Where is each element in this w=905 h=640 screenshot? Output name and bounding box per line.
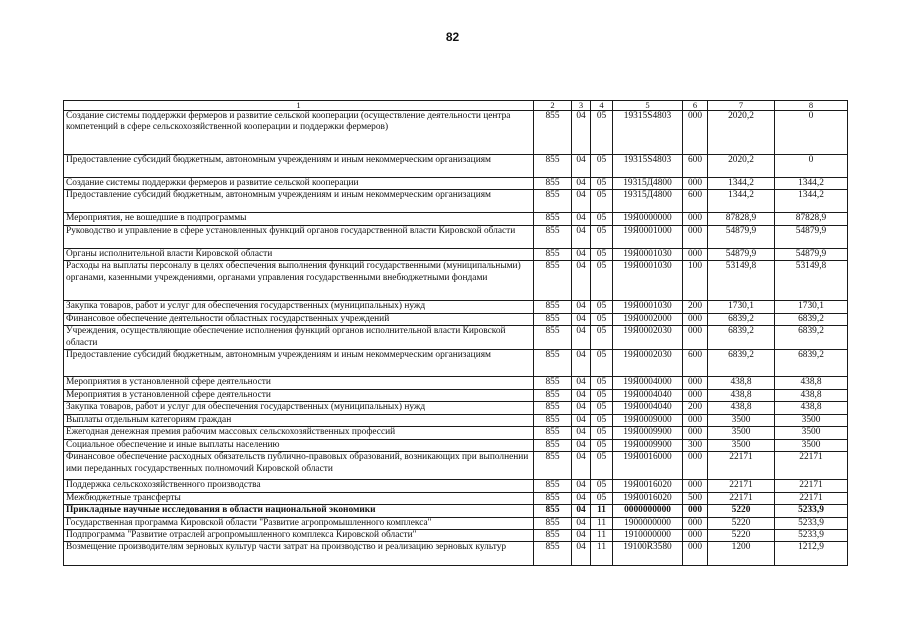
amount-plan-cell: 54879,9 [708, 225, 775, 248]
section-code-cell: 04 [572, 313, 591, 325]
target-item-code-cell: 19Я0009900 [613, 439, 683, 451]
amount-plan-cell: 438,8 [708, 377, 775, 389]
table-row [64, 505, 848, 517]
chapter-code-cell: 855 [534, 377, 572, 389]
subsection-code-cell: 05 [591, 439, 613, 451]
target-item-code-cell: 19Я0004000 [613, 377, 683, 389]
target-item-code-cell: 0000000000 [613, 505, 683, 517]
subsection-code-cell: 05 [591, 178, 613, 190]
subsection-code-cell: 11 [591, 505, 613, 517]
expense-type-code-cell: 000 [683, 178, 708, 190]
section-code-cell: 04 [572, 452, 591, 480]
section-code-cell: 04 [572, 261, 591, 301]
subsection-code-cell: 05 [591, 225, 613, 248]
chapter-code-cell: 855 [534, 225, 572, 248]
subsection-code-cell: 05 [591, 389, 613, 401]
section-code-cell: 04 [572, 350, 591, 377]
chapter-code-cell: 855 [534, 517, 572, 529]
row-name-cell: Предоставление субсидий бюджетным, автономным учреждениям и иным некоммерческим организациям [64, 350, 534, 377]
amount-actual-cell: 5233,9 [775, 529, 848, 541]
header-cell: 2 [534, 101, 572, 111]
subsection-code-cell: 05 [591, 326, 613, 350]
chapter-code-cell: 855 [534, 313, 572, 325]
target-item-code-cell: 19315Д4800 [613, 190, 683, 213]
section-code-cell: 04 [572, 301, 591, 313]
target-item-code-cell: 19Я0000000 [613, 213, 683, 225]
expense-type-code-cell: 000 [683, 529, 708, 541]
table-row [64, 492, 848, 504]
table-row [64, 178, 848, 190]
amount-plan-cell: 2020,2 [708, 155, 775, 178]
row-name-cell: Мероприятия, не вошедшие в подпрограммы [64, 213, 534, 225]
chapter-code-cell: 855 [534, 350, 572, 377]
amount-actual-cell: 22171 [775, 492, 848, 504]
target-item-code-cell: 19Я0016000 [613, 452, 683, 480]
amount-actual-cell: 1344,2 [775, 178, 848, 190]
target-item-code-cell: 19Я0002030 [613, 326, 683, 350]
budget-table [63, 100, 848, 566]
chapter-code-cell: 855 [534, 402, 572, 414]
target-item-code-cell: 19Я0016020 [613, 480, 683, 492]
expense-type-code-cell: 000 [683, 427, 708, 439]
subsection-code-cell: 05 [591, 402, 613, 414]
expense-type-code-cell: 000 [683, 505, 708, 517]
table-row [64, 190, 848, 213]
section-code-cell: 04 [572, 529, 591, 541]
amount-plan-cell: 22171 [708, 452, 775, 480]
header-cell: 6 [683, 101, 708, 111]
amount-plan-cell: 22171 [708, 480, 775, 492]
amount-plan-cell: 3500 [708, 439, 775, 451]
table-row [64, 248, 848, 260]
expense-type-code-cell: 000 [683, 213, 708, 225]
expense-type-code-cell: 000 [683, 248, 708, 260]
section-code-cell: 04 [572, 402, 591, 414]
amount-plan-cell: 1344,2 [708, 178, 775, 190]
chapter-code-cell: 855 [534, 414, 572, 426]
section-code-cell: 04 [572, 505, 591, 517]
section-code-cell: 04 [572, 190, 591, 213]
row-name-cell: Закупка товаров, работ и услуг для обеспечения государственных (муниципальных) нужд [64, 301, 534, 313]
row-name-cell: Социальное обеспечение и иные выплаты населению [64, 439, 534, 451]
table-row [64, 213, 848, 225]
target-item-code-cell: 19100R3580 [613, 542, 683, 566]
section-code-cell: 04 [572, 414, 591, 426]
row-name-cell: Руководство и управление в сфере установленных функций органов государственной власти Кировской области [64, 225, 534, 248]
header-cell: 4 [591, 101, 613, 111]
chapter-code-cell: 855 [534, 542, 572, 566]
target-item-code-cell: 1910000000 [613, 529, 683, 541]
amount-actual-cell: 0 [775, 155, 848, 178]
row-name-cell: Создание системы поддержки фермеров и развитие сельской кооперации (осуществление деятельности центра компетенций в сфере сельскохозяйственной кооперации и поддержки фермеров) [64, 111, 534, 155]
amount-actual-cell: 5233,9 [775, 505, 848, 517]
amount-plan-cell: 5220 [708, 529, 775, 541]
row-name-cell: Возмещение производителям зерновых культур части затрат на производство и реализацию зерновых культур [64, 542, 534, 566]
expense-type-code-cell: 200 [683, 402, 708, 414]
subsection-code-cell: 05 [591, 377, 613, 389]
amount-actual-cell: 3500 [775, 439, 848, 451]
section-code-cell: 04 [572, 111, 591, 155]
table-row [64, 389, 848, 401]
amount-plan-cell: 87828,9 [708, 213, 775, 225]
expense-type-code-cell: 000 [683, 389, 708, 401]
section-code-cell: 04 [572, 389, 591, 401]
chapter-code-cell: 855 [534, 389, 572, 401]
row-name-cell: Финансовое обеспечение расходных обязательств публично-правовых образований, возникающих при выполнении ими переданных государственных полномочий Кировской области [64, 452, 534, 480]
chapter-code-cell: 855 [534, 248, 572, 260]
row-name-cell: Мероприятия в установленной сфере деятельности [64, 389, 534, 401]
subsection-code-cell: 05 [591, 261, 613, 301]
row-name-cell: Межбюджетные трансферты [64, 492, 534, 504]
subsection-code-cell: 05 [591, 350, 613, 377]
header-cell: 7 [708, 101, 775, 111]
amount-plan-cell: 1200 [708, 542, 775, 566]
subsection-code-cell: 05 [591, 111, 613, 155]
row-name-cell: Расходы на выплаты персоналу в целях обеспечения выполнения функций государственными (муниципальными) органами, казенными учреждениями, органами управления государственными внебюджетными фондами [64, 261, 534, 301]
expense-type-code-cell: 500 [683, 492, 708, 504]
expense-type-code-cell: 000 [683, 517, 708, 529]
target-item-code-cell: 19Я0001030 [613, 248, 683, 260]
expense-type-code-cell: 000 [683, 542, 708, 566]
chapter-code-cell: 855 [534, 155, 572, 178]
amount-plan-cell: 438,8 [708, 389, 775, 401]
row-name-cell: Поддержка сельскохозяйственного производства [64, 480, 534, 492]
table-row [64, 529, 848, 541]
section-code-cell: 04 [572, 542, 591, 566]
section-code-cell: 04 [572, 326, 591, 350]
expense-type-code-cell: 000 [683, 313, 708, 325]
chapter-code-cell: 855 [534, 492, 572, 504]
row-name-cell: Предоставление субсидий бюджетным, автономным учреждениям и иным некоммерческим организациям [64, 190, 534, 213]
table-row [64, 427, 848, 439]
section-code-cell: 04 [572, 492, 591, 504]
amount-plan-cell: 1344,2 [708, 190, 775, 213]
expense-type-code-cell: 600 [683, 350, 708, 377]
row-name-cell: Прикладные научные исследования в области национальной экономики [64, 505, 534, 517]
amount-plan-cell: 1730,1 [708, 301, 775, 313]
amount-plan-cell: 22171 [708, 492, 775, 504]
section-code-cell: 04 [572, 225, 591, 248]
table-row [64, 111, 848, 155]
table-row [64, 326, 848, 350]
table-row [64, 261, 848, 301]
target-item-code-cell: 19Я0001000 [613, 225, 683, 248]
amount-actual-cell: 5233,9 [775, 517, 848, 529]
chapter-code-cell: 855 [534, 190, 572, 213]
amount-actual-cell: 438,8 [775, 402, 848, 414]
chapter-code-cell: 855 [534, 529, 572, 541]
target-item-code-cell: 1900000000 [613, 517, 683, 529]
amount-actual-cell: 438,8 [775, 377, 848, 389]
page-number: 82 [445, 30, 460, 44]
expense-type-code-cell: 000 [683, 480, 708, 492]
section-code-cell: 04 [572, 178, 591, 190]
amount-plan-cell: 2020,2 [708, 111, 775, 155]
chapter-code-cell: 855 [534, 452, 572, 480]
section-code-cell: 04 [572, 155, 591, 178]
table-row [64, 301, 848, 313]
chapter-code-cell: 855 [534, 111, 572, 155]
table-row [64, 313, 848, 325]
chapter-code-cell: 855 [534, 261, 572, 301]
subsection-code-cell: 05 [591, 213, 613, 225]
section-code-cell: 04 [572, 427, 591, 439]
chapter-code-cell: 855 [534, 480, 572, 492]
subsection-code-cell: 05 [591, 301, 613, 313]
subsection-code-cell: 05 [591, 452, 613, 480]
subsection-code-cell: 05 [591, 155, 613, 178]
header-cell: 3 [572, 101, 591, 111]
chapter-code-cell: 855 [534, 178, 572, 190]
target-item-code-cell: 19Я0016020 [613, 492, 683, 504]
expense-type-code-cell: 000 [683, 452, 708, 480]
row-name-cell: Финансовое обеспечение деятельности областных государственных учреждений [64, 313, 534, 325]
table-row [64, 350, 848, 377]
amount-plan-cell: 6839,2 [708, 350, 775, 377]
section-code-cell: 04 [572, 480, 591, 492]
amount-plan-cell: 3500 [708, 414, 775, 426]
subsection-code-cell: 11 [591, 517, 613, 529]
expense-type-code-cell: 300 [683, 439, 708, 451]
subsection-code-cell: 05 [591, 427, 613, 439]
target-item-code-cell: 19Я0009000 [613, 414, 683, 426]
amount-actual-cell: 22171 [775, 480, 848, 492]
table-row [64, 439, 848, 451]
chapter-code-cell: 855 [534, 439, 572, 451]
chapter-code-cell: 855 [534, 505, 572, 517]
header-cell: 5 [613, 101, 683, 111]
row-name-cell: Государственная программа Кировской области "Развитие агропромышленного комплекса" [64, 517, 534, 529]
target-item-code-cell: 19Я0001030 [613, 301, 683, 313]
section-code-cell: 04 [572, 377, 591, 389]
chapter-code-cell: 855 [534, 326, 572, 350]
target-item-code-cell: 19Я0009900 [613, 427, 683, 439]
table-row [64, 225, 848, 248]
amount-actual-cell: 3500 [775, 414, 848, 426]
amount-actual-cell: 6839,2 [775, 350, 848, 377]
expense-type-code-cell: 000 [683, 377, 708, 389]
row-name-cell: Создание системы поддержки фермеров и развитие сельской кооперации [64, 178, 534, 190]
amount-plan-cell: 6839,2 [708, 326, 775, 350]
amount-actual-cell: 438,8 [775, 389, 848, 401]
expense-type-code-cell: 000 [683, 414, 708, 426]
amount-actual-cell: 53149,8 [775, 261, 848, 301]
subsection-code-cell: 11 [591, 542, 613, 566]
amount-plan-cell: 53149,8 [708, 261, 775, 301]
subsection-code-cell: 05 [591, 492, 613, 504]
table-row [64, 542, 848, 566]
subsection-code-cell: 05 [591, 414, 613, 426]
target-item-code-cell: 19Я0002030 [613, 350, 683, 377]
section-code-cell: 04 [572, 248, 591, 260]
target-item-code-cell: 19315Д4800 [613, 178, 683, 190]
expense-type-code-cell: 600 [683, 155, 708, 178]
target-item-code-cell: 19315S4803 [613, 155, 683, 178]
subsection-code-cell: 05 [591, 480, 613, 492]
section-code-cell: 04 [572, 213, 591, 225]
amount-actual-cell: 0 [775, 111, 848, 155]
row-name-cell: Органы исполнительной власти Кировской области [64, 248, 534, 260]
table-row [64, 517, 848, 529]
amount-actual-cell: 54879,9 [775, 248, 848, 260]
table-row [64, 377, 848, 389]
header-cell: 1 [64, 101, 534, 111]
chapter-code-cell: 855 [534, 301, 572, 313]
amount-plan-cell: 54879,9 [708, 248, 775, 260]
amount-actual-cell: 1730,1 [775, 301, 848, 313]
amount-actual-cell: 1344,2 [775, 190, 848, 213]
amount-actual-cell: 3500 [775, 427, 848, 439]
expense-type-code-cell: 100 [683, 261, 708, 301]
expense-type-code-cell: 200 [683, 301, 708, 313]
target-item-code-cell: 19Я0004040 [613, 389, 683, 401]
chapter-code-cell: 855 [534, 427, 572, 439]
row-name-cell: Предоставление субсидий бюджетным, автономным учреждениям и иным некоммерческим организациям [64, 155, 534, 178]
expense-type-code-cell: 000 [683, 326, 708, 350]
target-item-code-cell: 19315S4803 [613, 111, 683, 155]
amount-plan-cell: 5220 [708, 505, 775, 517]
section-code-cell: 04 [572, 439, 591, 451]
row-name-cell: Ежегодная денежная премия рабочим массовых сельскохозяйственных профессий [64, 427, 534, 439]
header-cell: 8 [775, 101, 848, 111]
amount-plan-cell: 3500 [708, 427, 775, 439]
row-name-cell: Мероприятия в установленной сфере деятельности [64, 377, 534, 389]
table-row [64, 155, 848, 178]
target-item-code-cell: 19Я0002000 [613, 313, 683, 325]
amount-plan-cell: 438,8 [708, 402, 775, 414]
amount-actual-cell: 1212,9 [775, 542, 848, 566]
subsection-code-cell: 05 [591, 313, 613, 325]
amount-actual-cell: 87828,9 [775, 213, 848, 225]
row-name-cell: Учреждения, осуществляющие обеспечение исполнения функций органов исполнительной власти Кировской области [64, 326, 534, 350]
row-name-cell: Выплаты отдельным категориям граждан [64, 414, 534, 426]
row-name-cell: Закупка товаров, работ и услуг для обеспечения государственных (муниципальных) нужд [64, 402, 534, 414]
target-item-code-cell: 19Я0004040 [613, 402, 683, 414]
expense-type-code-cell: 600 [683, 190, 708, 213]
table-row [64, 452, 848, 480]
table-row [64, 414, 848, 426]
amount-plan-cell: 5220 [708, 517, 775, 529]
table-row [64, 480, 848, 492]
header-row [64, 101, 848, 111]
amount-plan-cell: 6839,2 [708, 313, 775, 325]
amount-actual-cell: 22171 [775, 452, 848, 480]
amount-actual-cell: 6839,2 [775, 326, 848, 350]
subsection-code-cell: 05 [591, 190, 613, 213]
expense-type-code-cell: 000 [683, 111, 708, 155]
table-row [64, 402, 848, 414]
subsection-code-cell: 05 [591, 248, 613, 260]
section-code-cell: 04 [572, 517, 591, 529]
subsection-code-cell: 11 [591, 529, 613, 541]
chapter-code-cell: 855 [534, 213, 572, 225]
amount-actual-cell: 54879,9 [775, 225, 848, 248]
target-item-code-cell: 19Я0001030 [613, 261, 683, 301]
row-name-cell: Подпрограмма "Развитие отраслей агропромышленного комплекса Кировской области" [64, 529, 534, 541]
expense-type-code-cell: 000 [683, 225, 708, 248]
amount-actual-cell: 6839,2 [775, 313, 848, 325]
